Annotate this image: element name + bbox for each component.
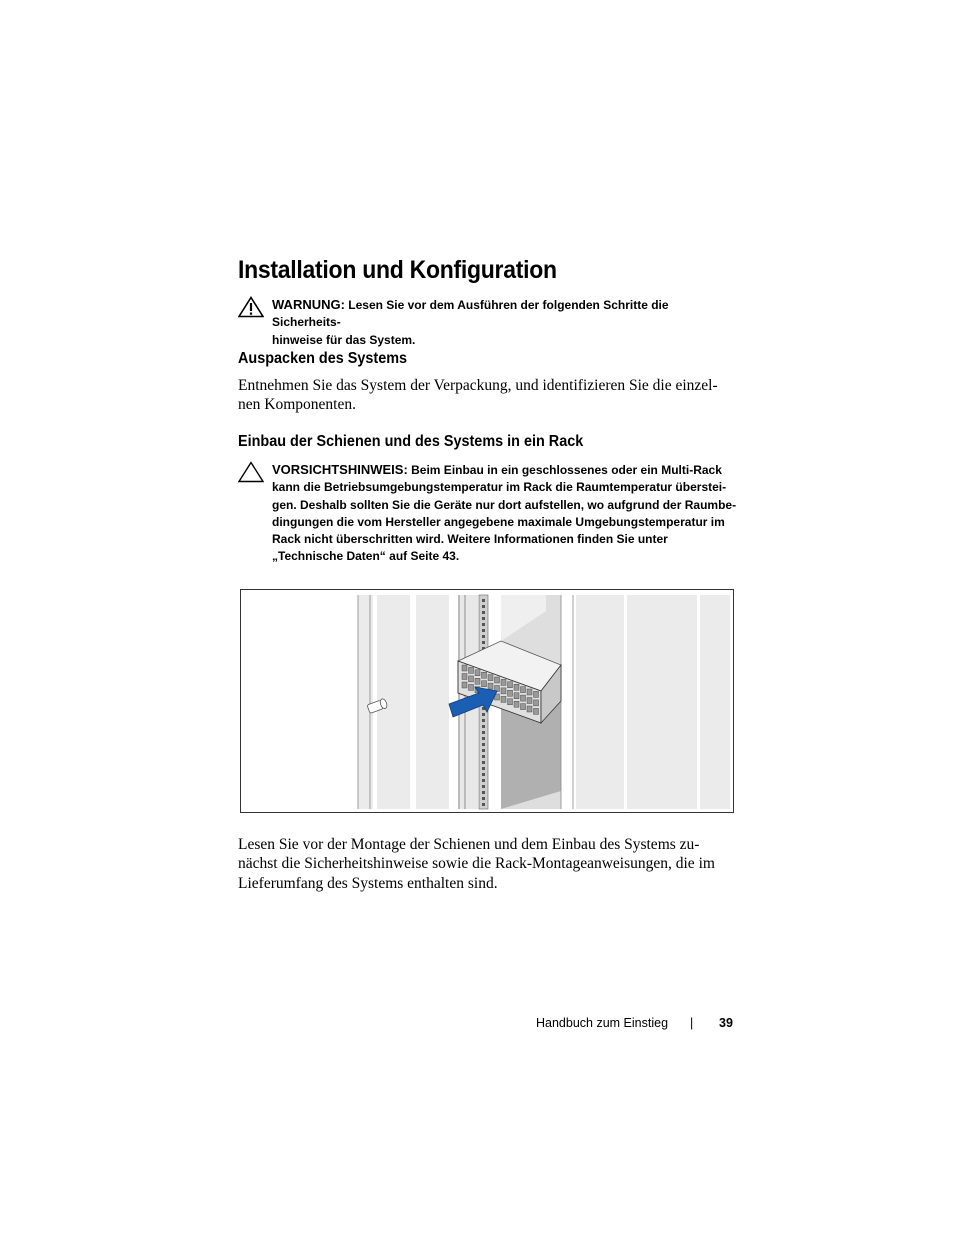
rack-illustration: [241, 590, 734, 813]
warning-triangle-icon: [238, 296, 264, 323]
caution-text: dingungen die vom Hersteller angegebene maximale Umgebungstemperatur im: [272, 514, 725, 529]
para-line: Lesen Sie vor der Montage der Schienen und dem Einbau des Systems zu-: [238, 836, 700, 853]
section-heading-unpacking: Auspacken des Systems: [238, 350, 408, 367]
footer-doc-title: Handbuch zum Einstieg: [536, 1016, 669, 1030]
paragraph-rack-instructions: [238, 835, 738, 893]
paragraph-unpacking: [238, 376, 738, 415]
warning-label: WARNUNG:: [272, 297, 345, 312]
warning-text-2: hinweise für das System.: [272, 332, 416, 347]
caution-text: kann die Betriebsumgebungstemperatur im Rack die Raumtemperatur überstei-: [272, 480, 727, 495]
rack-installation-figure: [240, 589, 734, 813]
warning-notice: [238, 296, 738, 349]
para-line: nächst die Sicherheitshinweise sowie die Rack-Montageanweisungen, die im: [238, 855, 715, 873]
caution-triangle-icon: [238, 461, 264, 488]
section-heading-rack: Einbau der Schienen und des Systems in ein Rack: [238, 433, 584, 450]
caution-text: Beim Einbau in ein geschlossenes oder ein Multi-Rack: [407, 463, 722, 477]
footer-page-number: 39: [719, 1016, 733, 1030]
footer-separator: |: [690, 1016, 694, 1030]
caution-notice: [238, 461, 738, 566]
caution-text: gen. Deshalb sollten Sie die Geräte nur dort aufstellen, wo aufgrund der Raumbe-: [272, 497, 737, 512]
para-line: Lieferumfang des Systems enthalten sind.: [238, 874, 498, 892]
caution-label: VORSICHTSHINWEIS:: [272, 462, 408, 477]
warning-text: Lesen Sie vor dem Ausführen der folgenden Schritte die Sicherheits-: [272, 298, 669, 330]
para-line: Entnehmen Sie das System der Verpackung, und identifizieren Sie die einzel-: [238, 377, 718, 394]
page-title: Installation und Konfiguration: [238, 256, 557, 284]
caution-text: Rack nicht überschritten wird. Weitere Informationen finden Sie unter: [272, 532, 668, 547]
caution-text: „Technische Daten“ auf Seite 43.: [272, 549, 460, 564]
para-line: nen Komponenten.: [238, 396, 356, 414]
